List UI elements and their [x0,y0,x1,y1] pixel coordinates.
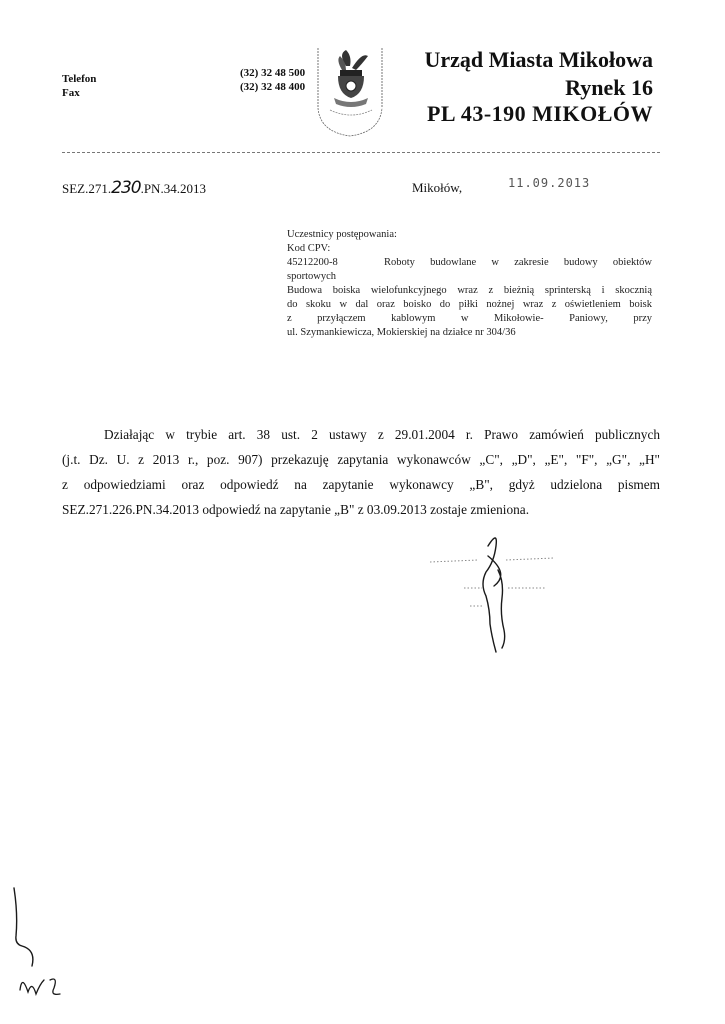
body-line: SEZ.271.226.PN.34.2013 odpowiedź na zapytanie „B" z 03.09.2013 zostaje zmieniona. [62,502,530,517]
letter-place: Mikołów, [412,180,463,195]
phone-label: Telefon [62,73,97,85]
cpv-row [287,256,652,270]
body-line: z odpowiedziami oraz odpowiedź na zapytanie wykonawcy „B", gdyż udzielona pismem [62,477,660,492]
cpv-description-cont: sportowych [287,271,336,282]
coat-of-arms-icon [316,46,384,138]
reference-prefix: SEZ.271. [62,181,112,196]
project-line: Budowa boiska wielofunkcyjnego wraz z bieżnią sprinterską i skocznią [287,285,652,296]
letter-body [62,422,660,522]
body-line: (j.t. Dz. U. z 2013 r., poz. 907) przekazuję zapytania wykonawców „C", „D", „E", "F", „G", „H" [62,452,660,467]
body-line: Działając w trybie art. 38 ust. 2 ustawy z 29.01.2004 r. Prawo zamówień publicznych [104,427,660,442]
handwritten-reference: 230 [111,178,141,198]
subject-block [287,228,652,340]
office-postal-city: PL 43-190 MIKOŁÓW [426,101,653,126]
cpv-label: Kod CPV: [287,243,331,254]
cpv-code: 45212200-8 [287,257,338,268]
reference-suffix: .PN.34.2013 [140,181,206,196]
signature-icon [424,526,564,658]
header-divider [62,152,660,153]
office-name: Urząd Miasta Mikołowa [424,47,653,72]
project-line: z przyłączem kablowym w Mikołowie- Paniowy, przy [287,313,652,324]
fax-number: (32) 32 48 400 [240,81,306,93]
project-line: ul. Szymankiewicza, Mokierskiej na działce nr 304/36 [287,327,516,338]
project-line: do skoku w dal oraz boisko do piłki nożnej wraz z oświetleniem boisk [287,299,652,310]
reference-number [62,178,206,198]
phone-number: (32) 32 48 500 [240,67,306,79]
office-street: Rynek 16 [565,75,653,100]
recipients-line: Uczestnicy postępowania: [287,229,397,240]
date-stamp: 11.09.2013 [508,176,591,190]
margin-initials-icon [6,884,76,1016]
cpv-description: Roboty budowlane w zakresie budowy obiektów [384,257,652,268]
fax-label: Fax [62,87,80,99]
